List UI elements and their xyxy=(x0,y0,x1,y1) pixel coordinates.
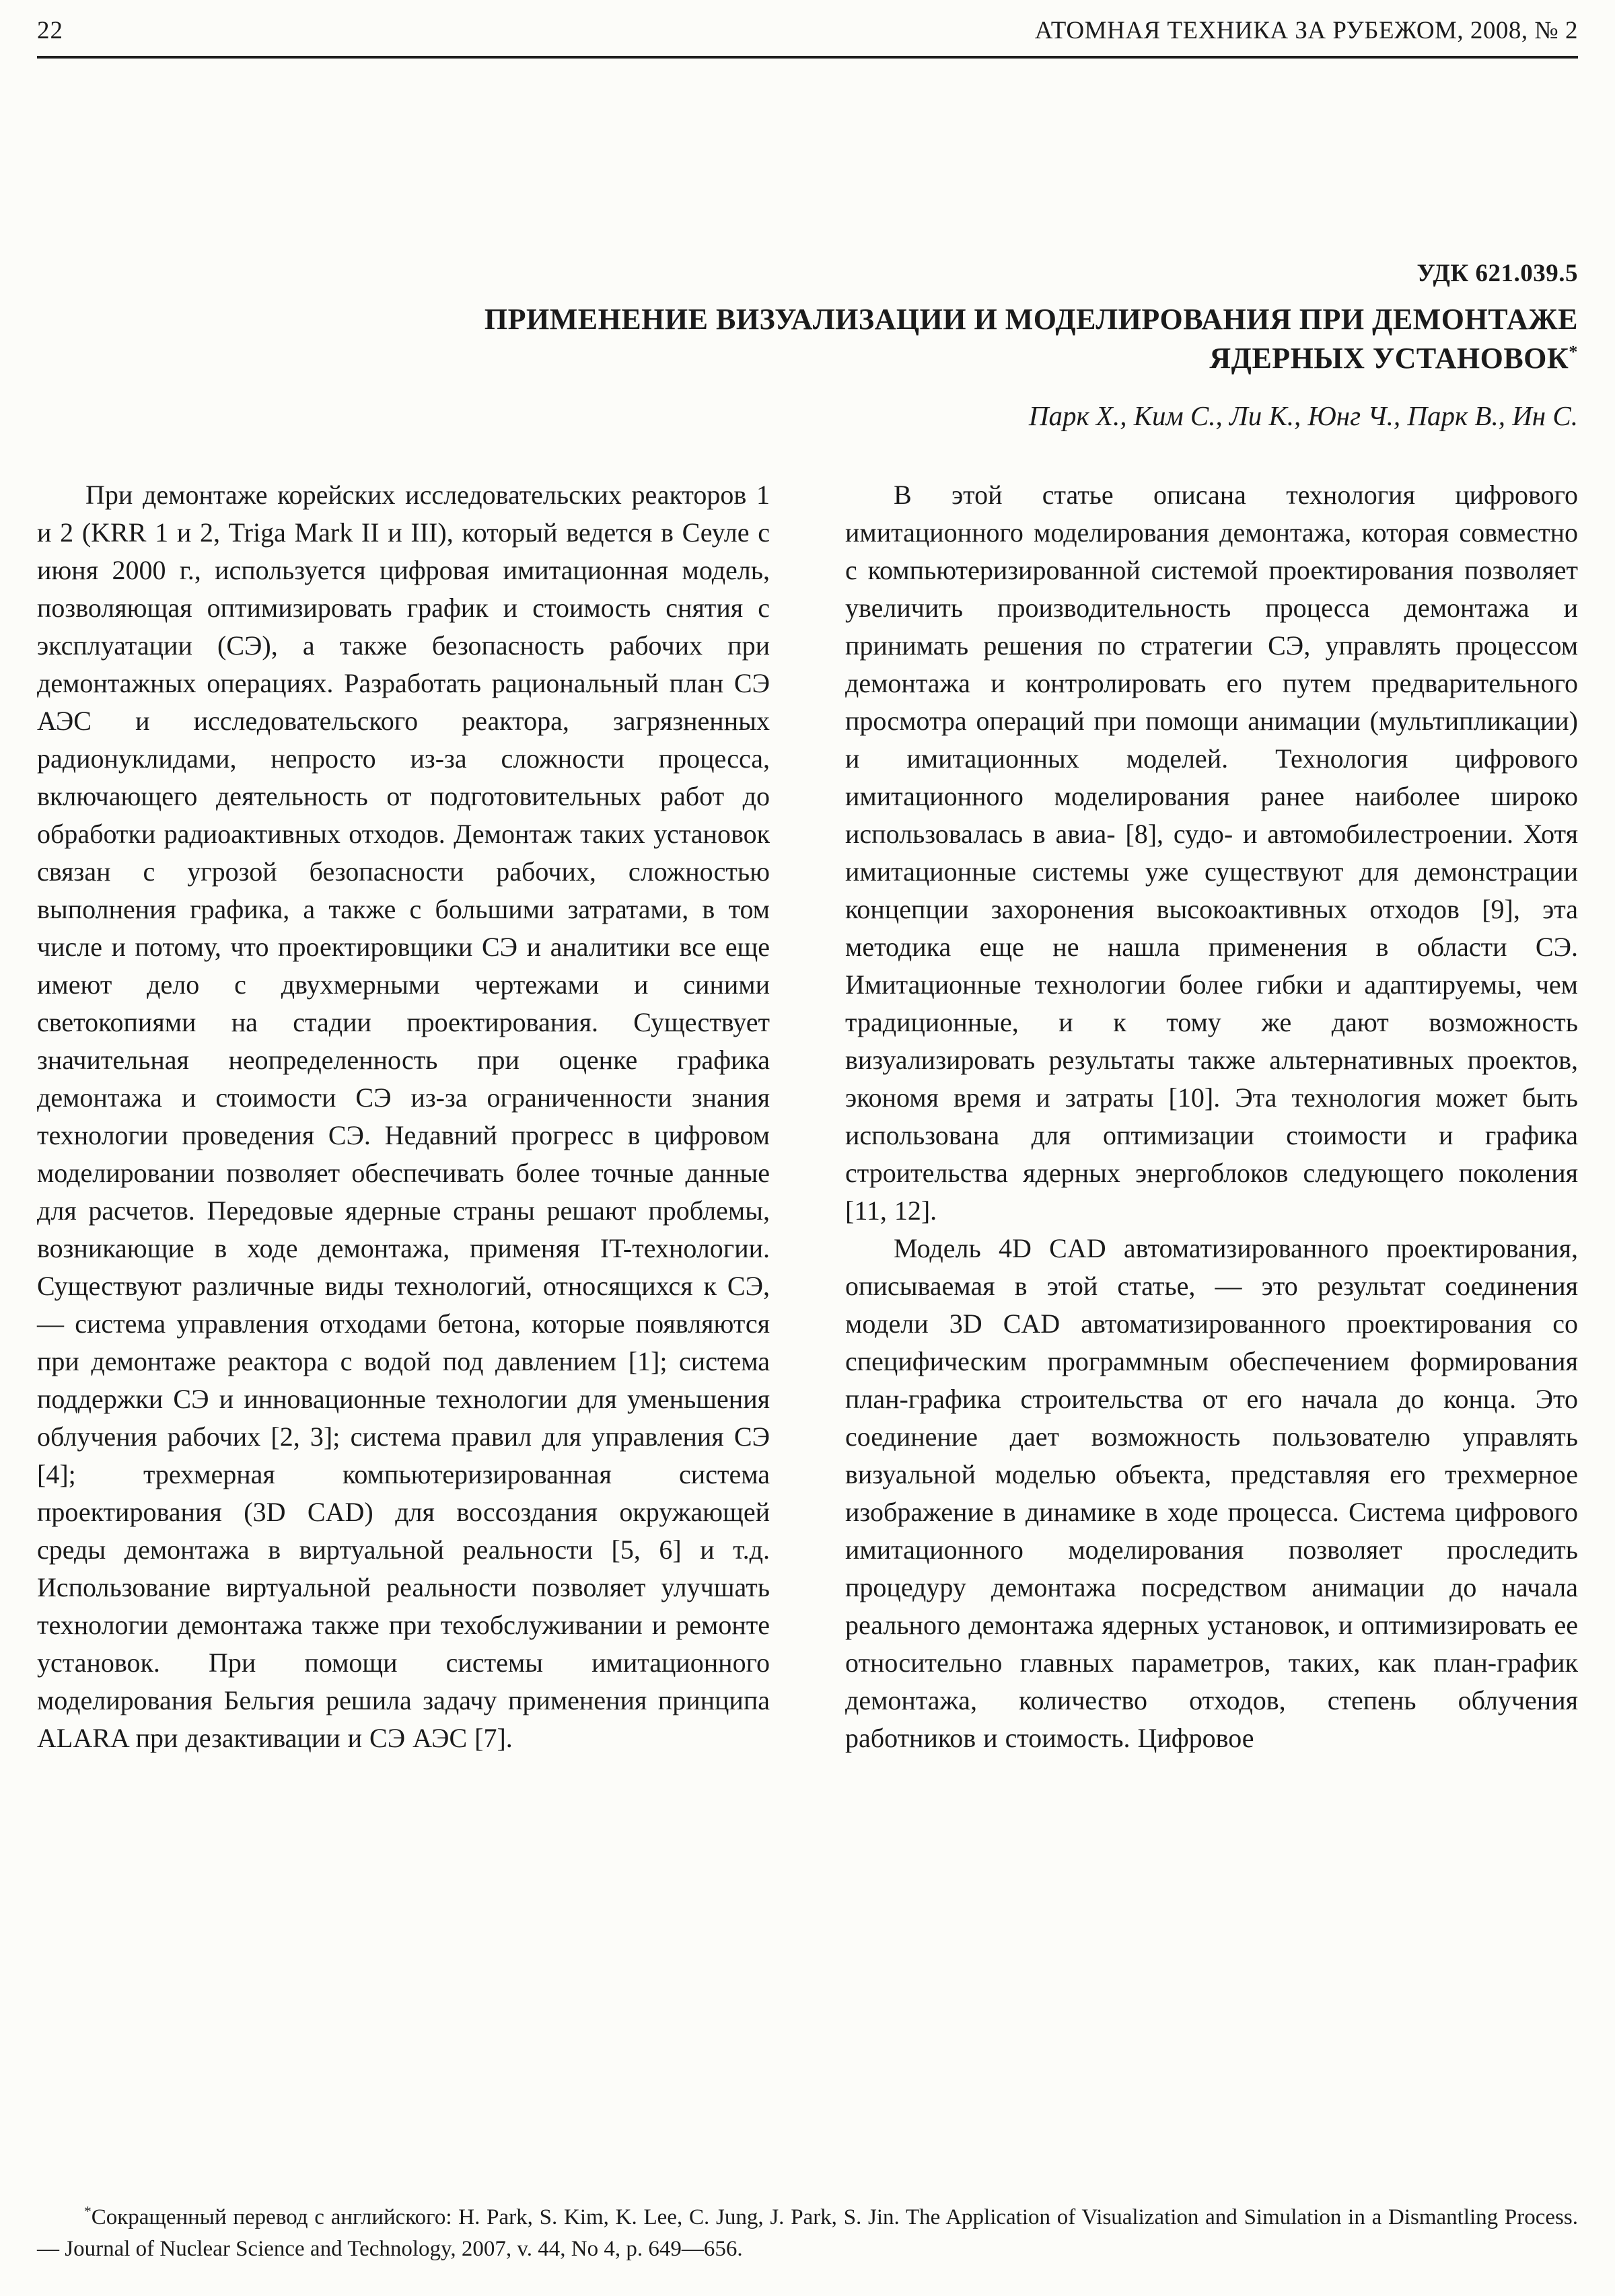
footnote-text: Сокращенный перевод с английского: H. Park, S. Kim, K. Lee, C. Jung, J. Park, S. Jin. The Application of Visualization and Simulation in a Dismantling Process. — Journal of Nuclear Science and Technology, 2007, v. 44, No 4, p. 649—656. xyxy=(37,2205,1578,2262)
footnote xyxy=(37,2202,1578,2265)
article-body xyxy=(37,476,1578,1757)
paragraph-right-1: В этой статье описана технология цифрового имитационного моделирования демонтажа, которая совместно с компьютеризированной системой проектирования позволяет увеличить производительность процесса демонтажа и принимать решения по стратегии СЭ, управлять процессом демонтажа и контролировать его путем предварительного просмотра операций при помощи анимации (мультипликации) и имитационных моделей. Технология цифрового имитационного моделирования ранее наиболее широко использовалась в авиа- [8], судо- и автомобилестроении. Хотя имитационные системы уже существуют для демонстрации концепции захоронения высокоактивных отходов [9], эта методика еще не нашла применения в области СЭ. Имитационные технологии более гибки и адаптируемы, чем традиционные, и к тому же дают возможность визуализировать результаты также альтернативных проектов, экономя время и затраты [10]. Эта технология может быть использована для оптимизации стоимости и графика строительства ядерных энергоблоков следующего поколения [11, 12]. xyxy=(845,480,1578,1226)
right-column xyxy=(845,476,1578,1757)
journal-header-title: АТОМНАЯ ТЕХНИКА ЗА РУБЕЖОМ, 2008, № 2 xyxy=(1034,17,1578,44)
udc-code: УДК 621.039.5 xyxy=(1416,260,1578,287)
article-title xyxy=(37,300,1578,378)
footnote-marker: * xyxy=(84,2203,92,2220)
page-header xyxy=(37,16,1578,59)
paragraph-left-1: При демонтаже корейских исследовательских реакторов 1 и 2 (KRR 1 и 2, Triga Mark II и III), который ведется в Сеуле с июня 2000 г., используется цифровая имитационная модель, позволяющая оптимизировать график и стоимость снятия с эксплуатации (СЭ), а также безопасность рабочих при демонтажных операциях. Разработать рациональный план СЭ АЭС и исследовательского реактора, загрязненных радионуклидами, непросто из-за сложности процесса, включающего деятельность от подготовительных работ до обработки радиоактивных отходов. Демонтаж таких установок связан с угрозой безопасности рабочих, сложностью выполнения графика, а также с большими затратами, в том числе и потому, что проектировщики СЭ и аналитики все еще имеют дело с двухмерными чертежами и синими светокопиями на стадии проектирования. Существует значительная неопределенность при оценке графика демонтажа и стоимости СЭ из-за ограниченности знания технологии проведения СЭ. Недавний прогресс в цифровом моделировании позволяет обеспечивать более точные данные для расчетов. Передовые ядерные страны решают проблемы, возникающие в ходе демонтажа, применяя IT-технологии. Существуют различные виды технологий, относящихся к СЭ, — система управления отходами бетона, которые появляются при демонтаже реактора с водой под давлением [1]; система поддержки СЭ и инновационные технологии для уменьшения облучения рабочих [2, 3]; система правил для управления СЭ [4]; трехмерная компьютеризированная система проектирования (3D CAD) для воссоздания окружающей среды демонтажа в виртуальной реальности [5, 6] и т.д. Использование виртуальной реальности позволяет улучшать технологии демонтажа также при техобслуживании и ремонте установок. При помощи системы имитационного моделирования Бельгия решила задачу применения принципа ALARA при дезактивации и СЭ АЭС [7]. xyxy=(37,480,770,1754)
article-title-line2 xyxy=(37,339,1578,378)
title-footnote-marker: * xyxy=(1569,341,1578,362)
article-title-line1: ПРИМЕНЕНИЕ ВИЗУАЛИЗАЦИИ И МОДЕЛИРОВАНИЯ ПРИ ДЕМОНТАЖЕ xyxy=(484,303,1578,336)
paragraph-right-2: Модель 4D CAD автоматизированного проектирования, описываемая в этой статье, — это результат соединения модели 3D CAD автоматизированного проектирования со специфическим программным обеспечением формирования план-графика строительства от его начала до конца. Это соединение дает возможность пользователю управлять визуальной моделью объекта, представляя его трехмерное изображение в динамике в ходе процесса. Система цифрового имитационного моделирования позволяет проследить процедуру демонтажа посредством анимации до начала реального демонтажа ядерных установок, и оптимизировать ее относительно главных параметров, таких, как план-график демонтажа, количество отходов, степень облучения работников и стоимость. Цифровое xyxy=(845,1233,1578,1754)
article-title-line2-text: ЯДЕРНЫХ УСТАНОВОК xyxy=(1209,342,1569,375)
page-number: 22 xyxy=(37,17,63,44)
left-column xyxy=(37,476,770,1757)
authors-line: Парк Х., Ким С., Ли К., Юнг Ч., Парк В., Ин С. xyxy=(1028,400,1578,432)
